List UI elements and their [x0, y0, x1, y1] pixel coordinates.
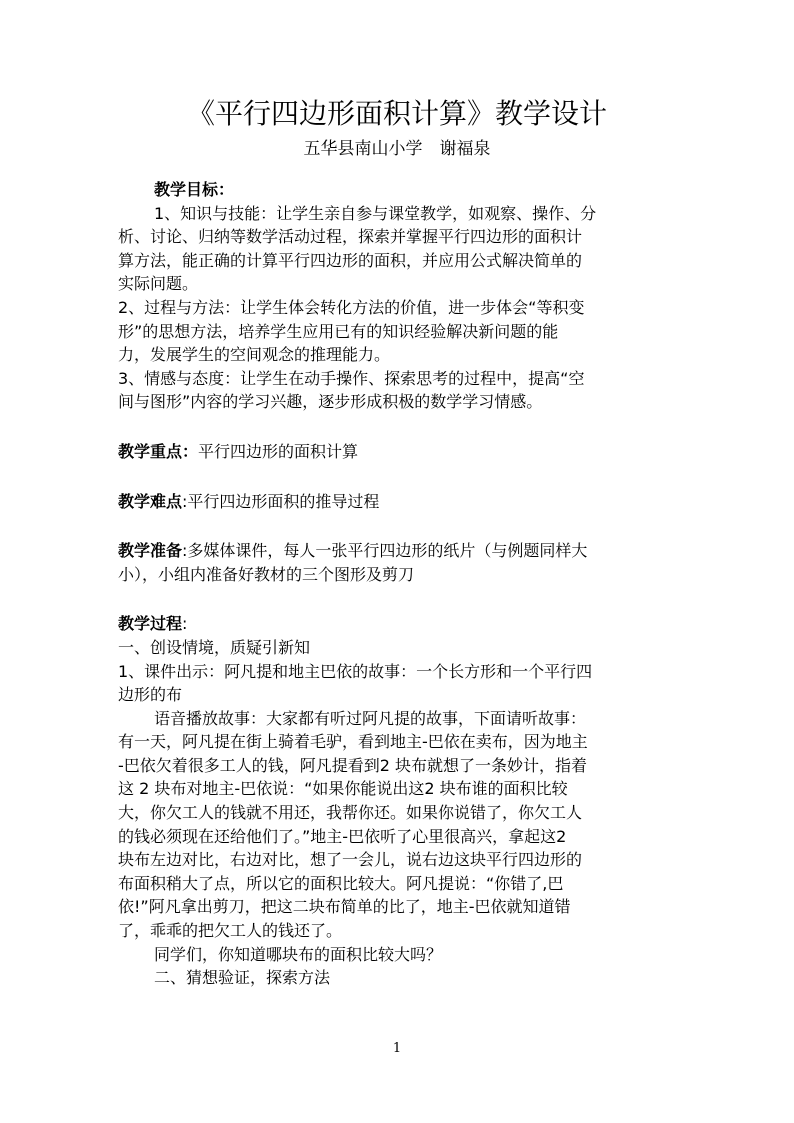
- process-line: 1、课件出示：阿凡提和地主巴依的故事：一个长方形和一个平行四: [118, 661, 593, 681]
- process-heading-line: [118, 612, 680, 636]
- objective-line: 2、过程与方法：让学生体会转化方法的价值，进一步体会“等积变: [118, 297, 585, 317]
- objectives-heading: 教学目标：: [154, 180, 235, 199]
- question-line: 同学们，你知道哪块布的面积比较大吗？: [154, 944, 443, 964]
- difficulty-label: 教学难点: [118, 491, 183, 511]
- document-body: [118, 178, 680, 990]
- story-line: -巴依欠着很多工人的钱，阿凡提看到2 块布就想了一条妙计，指着: [118, 755, 588, 775]
- key-point-paragraph: [118, 440, 680, 464]
- difficulty-paragraph: [118, 490, 680, 514]
- story-line: 布面积稍大了点，所以它的面积比较大。阿凡提说：“你错了,巴: [118, 873, 564, 893]
- objective-line: 算方法，能正确的计算平行四边形的面积，并应用公式解决简单的: [118, 250, 583, 270]
- objective-line: 3、情感与态度：让学生在动手操作、探索思考的过程中，提高“空: [118, 368, 585, 388]
- story-line: 大，你欠工人的钱就不用还，我帮你还。如果你说错了，你欠工人: [118, 803, 583, 823]
- process-line: 边形的布: [118, 685, 183, 705]
- story-line: 有一天，阿凡提在街上骑着毛驴，看到地主-巴依在卖布，因为地主: [118, 732, 588, 752]
- page-number: 1: [392, 1041, 402, 1056]
- story-line: 的钱必须现在还给他们了。”地主-巴依听了心里很高兴，拿起这2: [118, 826, 567, 846]
- story-line: 块布左边对比，右边对比，想了一会儿，说右边这块平行四边形的: [118, 850, 583, 870]
- objective-line: 实际问题。: [118, 274, 199, 294]
- difficulty-text: :平行四边形面积的推导过程: [182, 491, 380, 511]
- author-line: 五华县南山小学 谢福泉: [303, 139, 491, 159]
- story-line: 这 2 块布对地主-巴依说：“如果你能说出这2 块布谁的面积比较: [118, 779, 568, 799]
- objective-line: 力，发展学生的空间观念的推理能力。: [118, 345, 391, 365]
- process-heading-suffix: :: [182, 614, 188, 634]
- spacer: [118, 513, 680, 539]
- process-heading: 教学过程: [118, 614, 183, 634]
- spacer: [118, 586, 680, 612]
- preparation-label: 教学准备: [118, 541, 183, 561]
- preparation-paragraph: [118, 539, 680, 563]
- objective-line: 形”的思想方法，培养学生应用已有的知识经验解决新问题的能: [118, 321, 559, 341]
- story-line: 语音播放故事：大家都有听过阿凡提的故事，下面请听故事：: [154, 708, 587, 728]
- key-point-text: 平行四边形的面积计算: [198, 441, 359, 461]
- section-heading: 二、猜想验证，探索方法: [154, 968, 331, 988]
- objective-line: 间与图形”内容的学习兴趣，逐步形成积极的数学学习情感。: [118, 392, 543, 412]
- spacer: [118, 414, 680, 440]
- key-point-label: 教学重点：: [118, 441, 199, 461]
- story-line: 了，乖乖的把欠工人的钱还了。: [118, 921, 343, 941]
- preparation-line: 小），小组内准备好教材的三个图形及剪刀: [118, 564, 415, 584]
- preparation-text: :多媒体课件，每人一张平行四边形的纸片（与例题同样大: [182, 541, 588, 561]
- story-line: 依!”阿凡拿出剪刀，把这二块布简单的比了，地主-巴依就知道错: [118, 897, 571, 917]
- objective-line: 析、讨论、归纳等数学活动过程，探索并掌握平行四边形的面积计: [118, 227, 583, 247]
- spacer: [118, 464, 680, 490]
- section-heading: 一、创设情境，质疑引新知: [118, 637, 311, 657]
- document-title: 《平行四边形面积计算》教学设计: [186, 97, 607, 130]
- objective-line: 1、知识与技能：让学生亲自参与课堂教学，如观察、操作、分: [154, 203, 597, 223]
